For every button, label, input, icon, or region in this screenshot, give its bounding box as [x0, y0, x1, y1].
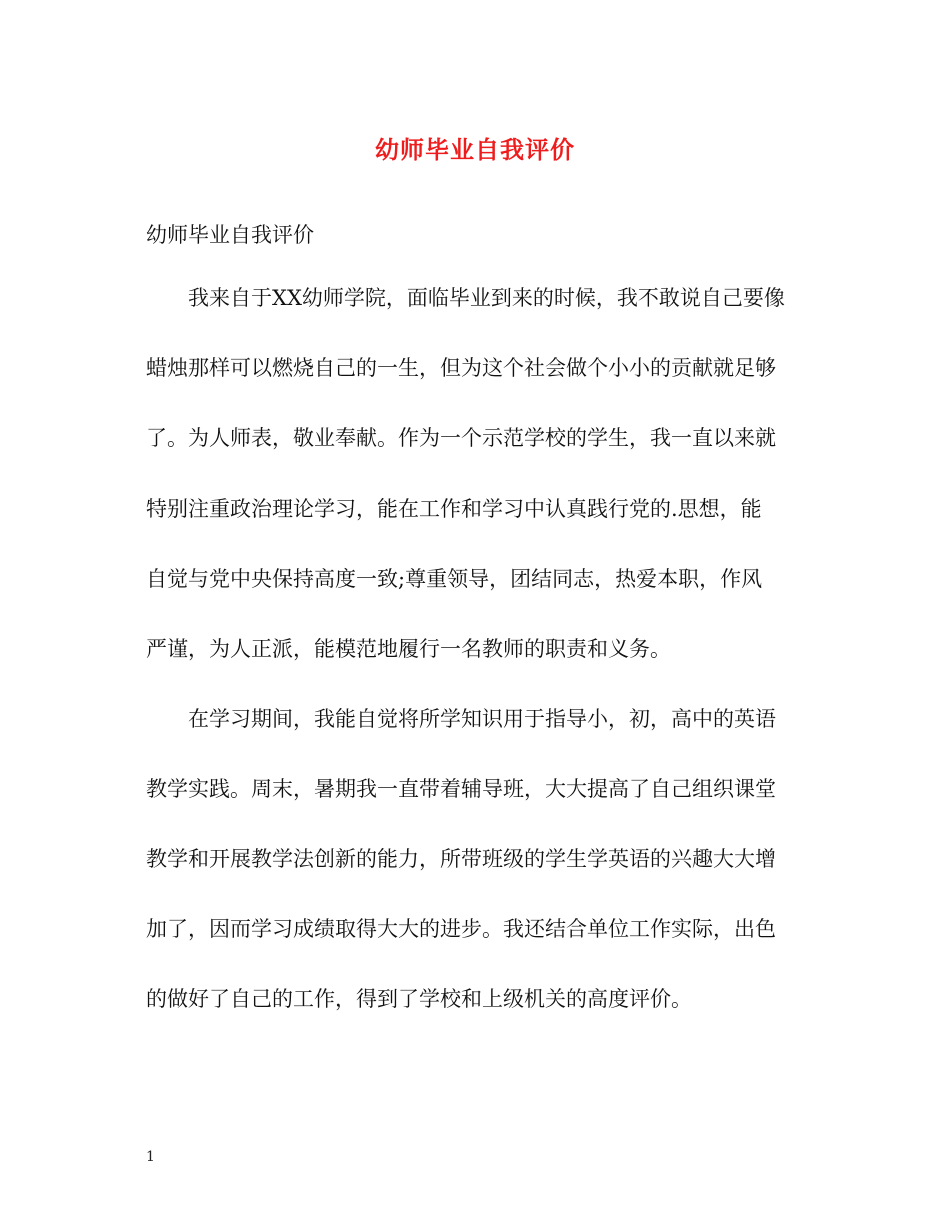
paragraph-line: 教学和开展教学法创新的能力，所带班级的学生学英语的兴趣大大增 — [146, 847, 776, 871]
paragraph-line: 蜡烛那样可以燃烧自己的一生，但为这个社会做个小小的贡献就足够 — [146, 356, 776, 380]
paragraph-line: 在学习期间，我能自觉将所学知识用于指导小，初，高中的英语 — [188, 707, 776, 731]
paragraph-line: 了。为人师表，敬业奉献。作为一个示范学校的学生，我一直以来就 — [146, 426, 776, 450]
page-number: 1 — [146, 1149, 155, 1165]
document-title: 幼师毕业自我评价 — [375, 135, 575, 164]
paragraph-line: 严谨，为人正派，能模范地履行一名教师的职责和义务。 — [146, 637, 671, 661]
paragraph-line: 加了，因而学习成绩取得大大的进步。我还结合单位工作实际，出色 — [146, 917, 776, 941]
document-subtitle: 幼师毕业自我评价 — [146, 223, 314, 247]
paragraph-line: 教学实践。周末，暑期我一直带着辅导班，大大提高了自己组织课堂 — [146, 777, 776, 801]
paragraph-line: 我来自于XX幼师学院，面临毕业到来的时候，我不敢说自己要像 — [188, 286, 785, 310]
paragraph-line: 的做好了自己的工作，得到了学校和上级机关的高度评价。 — [146, 987, 692, 1011]
paragraph-line: 特别注重政治理论学习，能在工作和学习中认真践行党的.思想，能 — [146, 497, 762, 521]
paragraph-line: 自觉与党中央保持高度一致;尊重领导，团结同志，热爱本职，作风 — [146, 567, 763, 591]
